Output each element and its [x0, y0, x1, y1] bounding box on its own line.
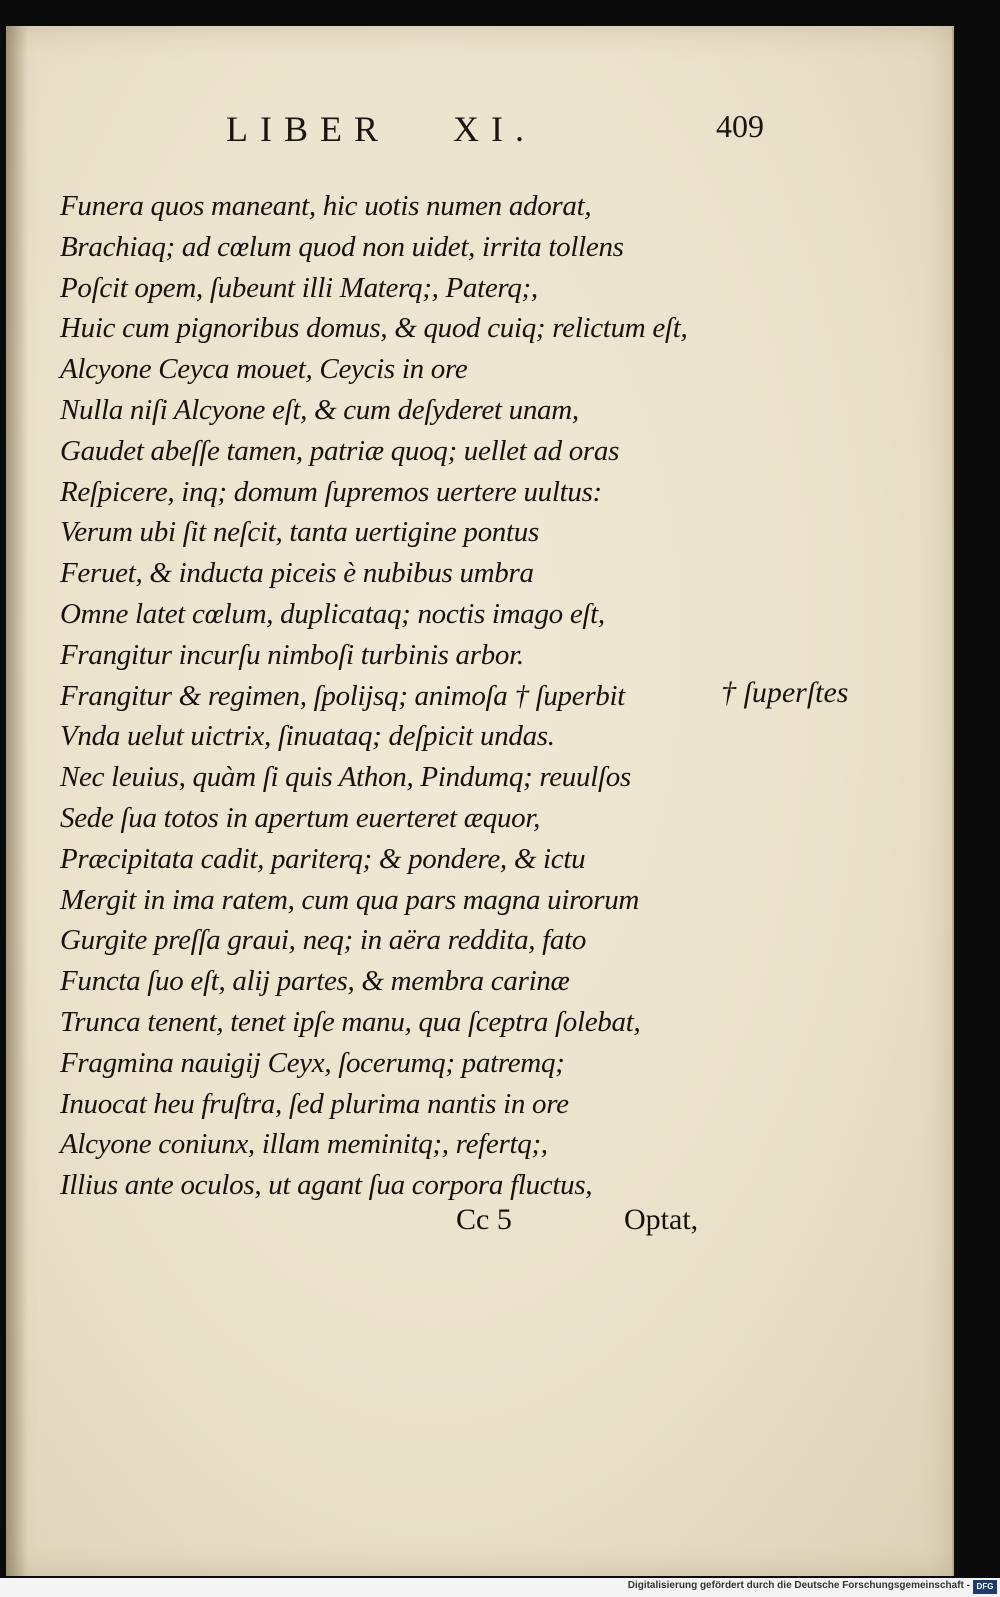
- gutter-shadow: [6, 26, 28, 1576]
- verse-line: Funera quos maneant, hic uotis numen adorat,: [60, 190, 592, 222]
- footer-bar: [0, 1578, 1000, 1597]
- verse-line: Gurgite preſſa graui, neq; in aëra reddita, fato: [60, 924, 587, 957]
- verse-line: Trunca tenent, tenet ipſe manu, qua ſceptra ſolebat,: [60, 1005, 641, 1038]
- verse-line: Illius ante oculos, ut agant ſua corpora fluctus,: [60, 1169, 593, 1202]
- funding-credit: Digitalisierung gefördert durch die Deutsche Forschungsgemeinschaft -: [627, 1580, 970, 1591]
- verse-line: Reſpicere, inq; domum ſupremos uertere uultus:: [60, 475, 602, 508]
- verse-line: Mergit in ima ratem, cum qua pars magna uirorum: [60, 883, 640, 916]
- verse-line: Feruet, & inducta piceis è nubibus umbra: [60, 557, 534, 590]
- verse-line: Omne latet cœlum, duplicataq; noctis imago eſt,: [60, 597, 605, 630]
- verse-line: Inuocat heu fruſtra, ſed plurima nantis in ore: [60, 1087, 569, 1120]
- verse-line: Alcyone Ceyca mouet, Ceycis in ore: [60, 353, 468, 386]
- verse-list: [60, 186, 760, 1206]
- verse-line: Vnda uelut uictrix, ſinuataq; deſpicit undas.: [60, 720, 555, 753]
- marginal-note: † ſuperſtes: [721, 676, 849, 709]
- catchword: Optat,: [624, 1203, 699, 1236]
- verse-line: Fragmina nauigij Ceyx, ſocerumq; patremq;: [60, 1046, 565, 1079]
- verse-line: Frangitur incurſu nimboſi turbinis arbor.: [60, 638, 524, 671]
- verse-line: Brachiaq; ad cœlum quod non uidet, irrita tollens: [60, 230, 624, 263]
- verse-line: Verum ubi ſit neſcit, tanta uertigine pontus: [60, 516, 539, 549]
- verse-line: Frangitur & regimen, ſpolijsq; animoſa † ſuperbit: [60, 679, 626, 712]
- running-head: LIBER XI.: [226, 109, 536, 149]
- book-page: [6, 26, 954, 1576]
- verse-line: Poſcit opem, ſubeunt illi Materq;, Paterq;,: [60, 271, 538, 304]
- page-number: 409: [716, 108, 764, 144]
- verse-line: Nulla niſi Alcyone eſt, & cum deſyderet unam,: [60, 393, 579, 426]
- dfg-logo-icon: DFG: [973, 1580, 997, 1594]
- verse-line: Nec leuius, quàm ſi quis Athon, Pindumq; reuulſos: [60, 761, 631, 794]
- verse-line: Alcyone coniunx, illam meminitq;, refertq;,: [60, 1128, 548, 1161]
- page-header: [6, 108, 952, 158]
- verse-line: Præcipitata cadit, pariterq; & pondere, & ictu: [60, 842, 586, 875]
- verse-line: Functa ſuo eſt, alij partes, & membra carinæ: [60, 965, 570, 998]
- verse-line: Sede ſua totos in apertum euerteret æquor,: [60, 801, 541, 834]
- verse-line: Gaudet abeſſe tamen, patriæ quoq; uellet ad oras: [60, 434, 620, 467]
- signature-mark: Cc 5: [456, 1203, 512, 1236]
- verse-line: Huic cum pignoribus domus, & quod cuiq; relictum eſt,: [60, 312, 688, 345]
